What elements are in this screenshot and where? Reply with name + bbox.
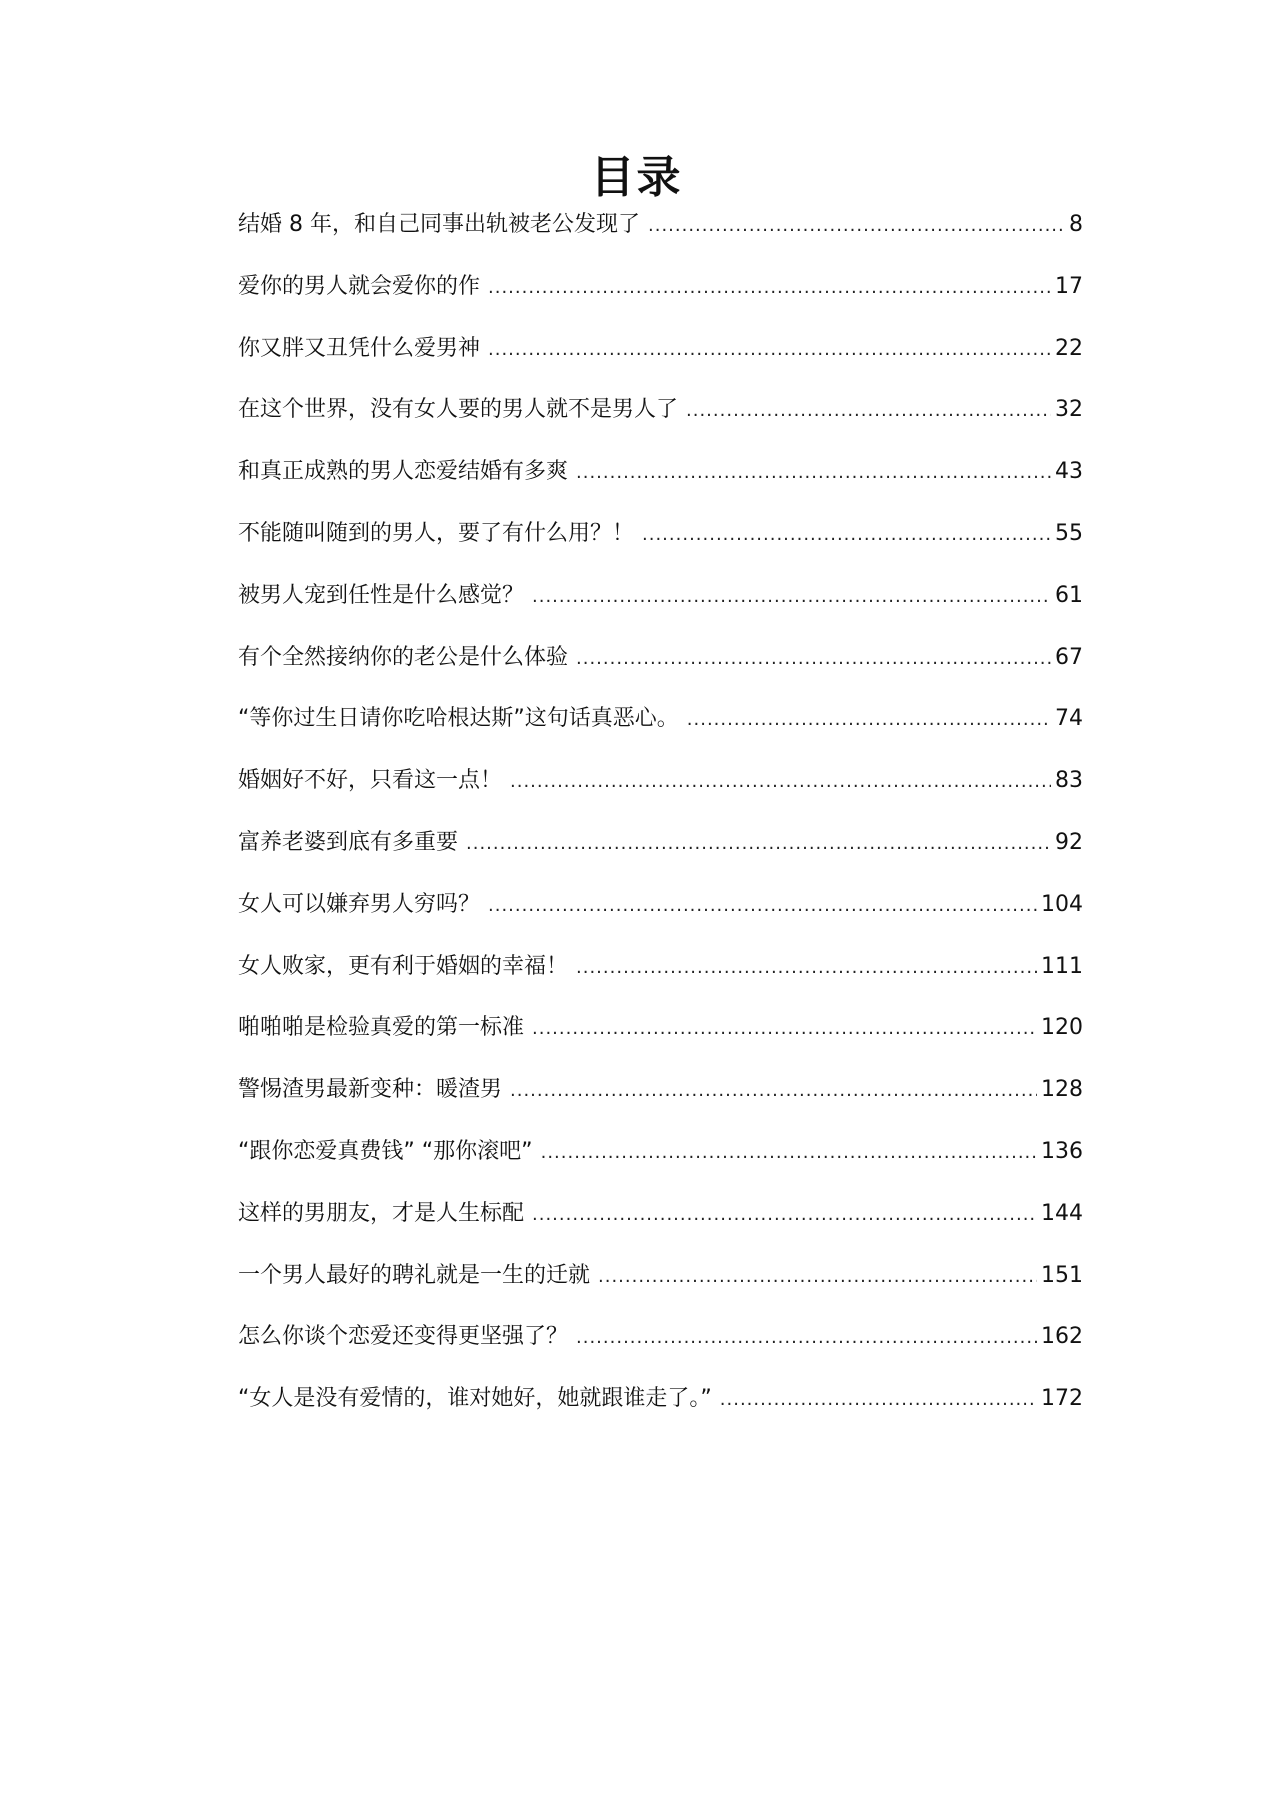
toc-entry-title: 女人可以嫌弃男人穷吗？ xyxy=(238,891,481,917)
toc-entry-title: 婚姻好不好，只看这一点！ xyxy=(238,768,503,794)
dot-leader xyxy=(576,451,1051,495)
toc-entry-title: “女人是没有爱情的，谁对她好，她就跟谁走了。” xyxy=(238,1386,712,1412)
toc-entry-page-number: 144 xyxy=(1041,1200,1083,1226)
toc-entry-title: “等你过生日请你吃哈根达斯”这句话真恶心。 xyxy=(238,706,679,732)
toc-entry-title: 警惕渣男最新变种：暖渣男 xyxy=(238,1077,503,1103)
table-of-contents xyxy=(238,203,1083,1439)
dot-leader xyxy=(598,1255,1037,1299)
toc-entry-page-number: 17 xyxy=(1055,273,1083,299)
toc-entry xyxy=(238,1254,1083,1316)
dot-leader xyxy=(466,822,1051,866)
toc-entry-title: 一个男人最好的聘礼就是一生的迁就 xyxy=(238,1262,591,1288)
dot-leader xyxy=(488,266,1051,310)
dot-leader xyxy=(510,1069,1037,1113)
toc-entry xyxy=(238,945,1083,1007)
toc-entry xyxy=(238,512,1083,574)
toc-entry xyxy=(238,821,1083,883)
toc-entry-title: 富养老婆到底有多重要 xyxy=(238,829,459,855)
toc-entry xyxy=(238,203,1083,265)
dot-leader xyxy=(576,946,1037,990)
dot-leader xyxy=(510,760,1051,804)
toc-entry-title: “跟你恋爱真费钱” “那你滚吧” xyxy=(238,1138,533,1164)
toc-entry-title: 结婚 8 年，和自己同事出轨被老公发现了 xyxy=(238,212,640,237)
dot-leader xyxy=(488,328,1051,372)
toc-entry xyxy=(238,265,1083,327)
toc-entry-page-number: 32 xyxy=(1055,397,1083,423)
toc-entry xyxy=(238,759,1083,821)
toc-entry-page-number: 111 xyxy=(1041,953,1083,979)
dot-leader xyxy=(720,1378,1037,1422)
dot-leader xyxy=(532,1007,1037,1051)
toc-entry-title: 在这个世界，没有女人要的男人就不是男人了 xyxy=(238,397,679,423)
toc-entry-title: 和真正成熟的男人恋爱结婚有多爽 xyxy=(238,459,569,485)
toc-entry-page-number: 67 xyxy=(1055,644,1083,670)
toc-entry xyxy=(238,327,1083,389)
toc-entry-page-number: 120 xyxy=(1041,1015,1083,1041)
dot-leader xyxy=(488,884,1037,928)
toc-entry-page-number: 162 xyxy=(1041,1324,1083,1350)
dot-leader xyxy=(576,1316,1037,1360)
dot-leader xyxy=(541,1131,1037,1175)
toc-entry xyxy=(238,1006,1083,1068)
toc-entry-title: 怎么你谈个恋爱还变得更坚强了？ xyxy=(238,1324,569,1350)
toc-entry-title: 爱你的男人就会爱你的作 xyxy=(238,273,481,299)
dot-leader xyxy=(532,575,1051,619)
dot-leader xyxy=(642,513,1051,557)
dot-leader xyxy=(648,204,1065,248)
toc-entry-title: 这样的男朋友，才是人生标配 xyxy=(238,1200,525,1226)
toc-entry xyxy=(238,697,1083,759)
toc-entry-page-number: 43 xyxy=(1055,459,1083,485)
dot-leader xyxy=(532,1193,1037,1237)
toc-entry-page-number: 104 xyxy=(1041,891,1083,917)
toc-entry-page-number: 128 xyxy=(1041,1077,1083,1103)
toc-entry xyxy=(238,1192,1083,1254)
toc-entry-title: 不能随叫随到的男人，要了有什么用？！ xyxy=(238,520,635,546)
toc-entry xyxy=(238,1315,1083,1377)
toc-entry-title: 女人败家，更有利于婚姻的幸福！ xyxy=(238,953,569,979)
toc-entry-title: 你又胖又丑凭什么爱男神 xyxy=(238,335,481,361)
toc-entry-title: 有个全然接纳你的老公是什么体验 xyxy=(238,644,569,670)
dot-leader xyxy=(686,389,1051,433)
toc-entry-page-number: 136 xyxy=(1041,1138,1083,1164)
toc-entry-page-number: 61 xyxy=(1055,582,1083,608)
dot-leader xyxy=(576,637,1051,681)
toc-entry xyxy=(238,636,1083,698)
toc-entry-page-number: 151 xyxy=(1041,1262,1083,1288)
toc-entry-page-number: 92 xyxy=(1055,829,1083,855)
toc-entry-title: 被男人宠到任性是什么感觉？ xyxy=(238,582,525,608)
toc-entry-page-number: 74 xyxy=(1055,706,1083,732)
toc-entry xyxy=(238,883,1083,945)
toc-entry xyxy=(238,1130,1083,1192)
dot-leader xyxy=(687,698,1051,742)
toc-entry xyxy=(238,450,1083,512)
toc-entry-page-number: 83 xyxy=(1055,768,1083,794)
toc-entry xyxy=(238,388,1083,450)
toc-entry-page-number: 8 xyxy=(1069,212,1083,237)
toc-entry xyxy=(238,1377,1083,1439)
page-title: 目录 xyxy=(590,152,683,203)
toc-entry xyxy=(238,1068,1083,1130)
toc-entry-title: 啪啪啪是检验真爱的第一标准 xyxy=(238,1015,525,1041)
toc-entry-page-number: 172 xyxy=(1041,1386,1083,1412)
toc-entry xyxy=(238,574,1083,636)
toc-entry-page-number: 55 xyxy=(1055,520,1083,546)
toc-entry-page-number: 22 xyxy=(1055,335,1083,361)
